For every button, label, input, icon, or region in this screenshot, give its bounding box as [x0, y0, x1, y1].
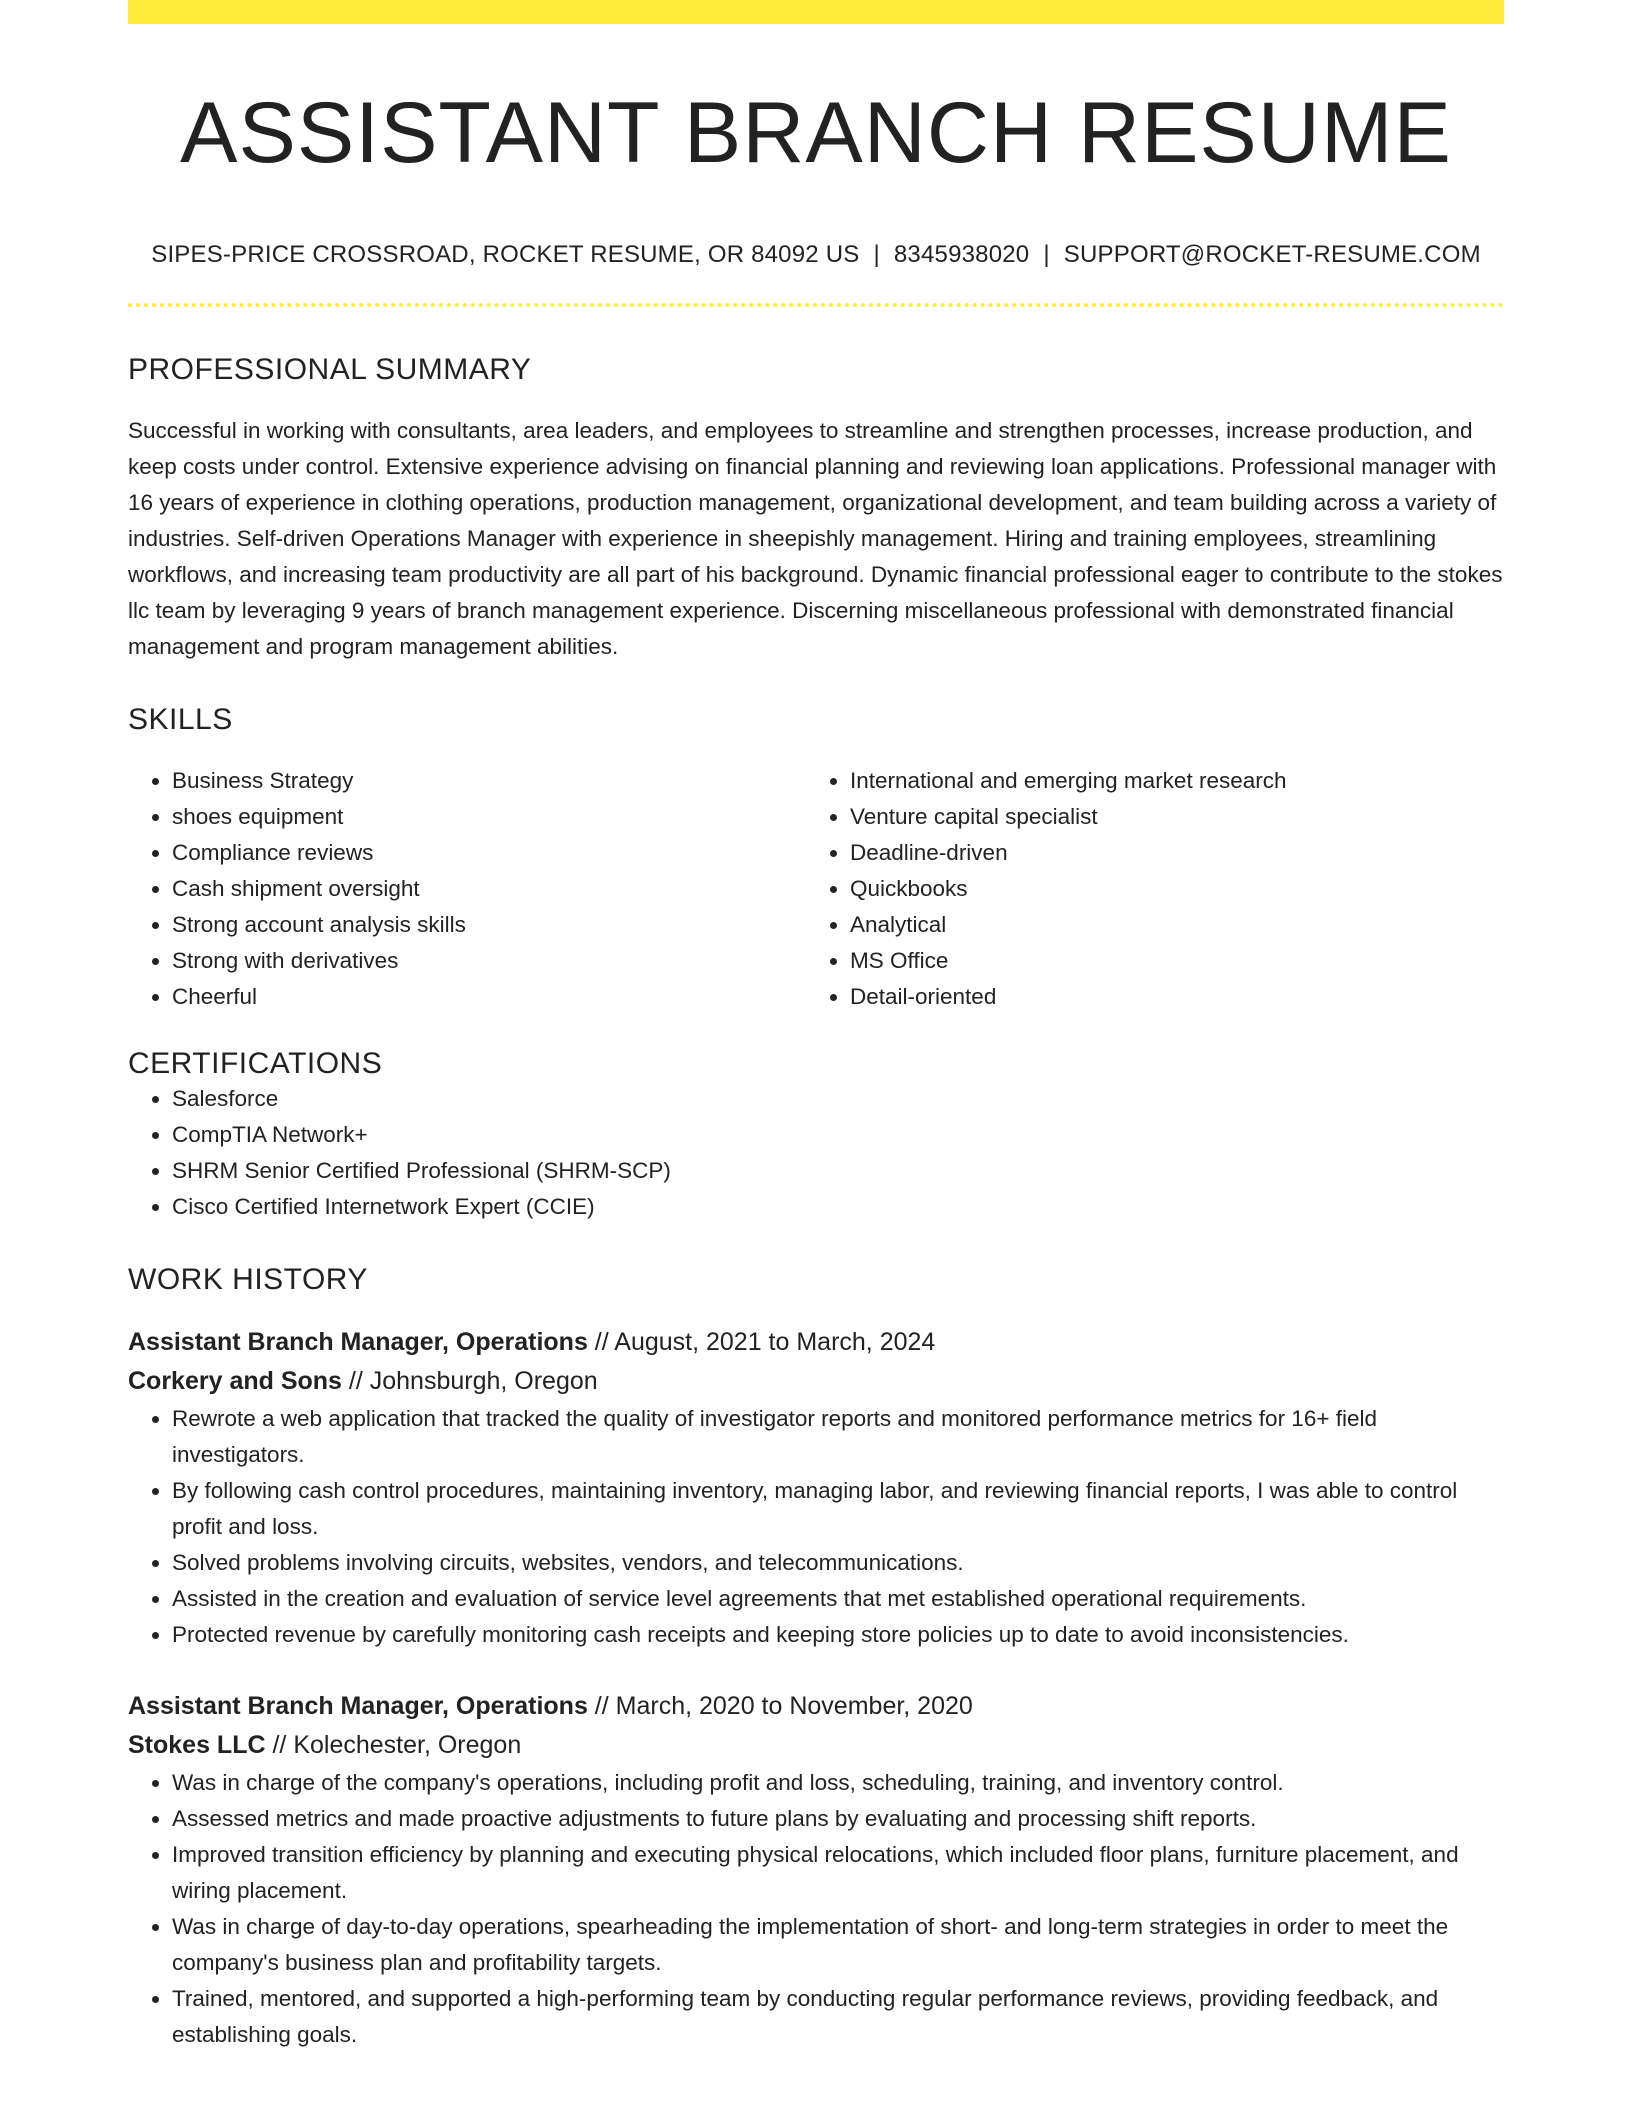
job-bullet: • Was in charge of the company's operations, including profit and loss, scheduling, training, and inventory control.	[172, 1765, 1504, 1801]
skill-item: • Strong with derivatives	[172, 943, 806, 979]
job-bullets	[128, 1401, 1504, 1653]
job-bullet: • Assisted in the creation and evaluation of service level agreements that met established operational requirements.	[172, 1581, 1504, 1617]
accent-bar	[128, 0, 1504, 24]
job-company: Stokes LLC	[128, 1730, 266, 1759]
job-location: // Johnsburgh, Oregon	[341, 1366, 598, 1395]
dotted-divider	[128, 303, 1504, 307]
skills-column-left	[128, 763, 806, 1015]
skill-item: • Cheerful	[172, 979, 806, 1015]
summary-heading: PROFESSIONAL SUMMARY	[128, 352, 532, 386]
job-role-line	[128, 1323, 1504, 1362]
skills-heading: SKILLS	[128, 702, 233, 736]
job-company-line	[128, 1362, 1504, 1401]
certification-item: • Cisco Certified Internetwork Expert (CCIE)	[172, 1189, 1504, 1225]
skill-item: • Cash shipment oversight	[172, 871, 806, 907]
certifications-heading: CERTIFICATIONS	[128, 1046, 383, 1080]
job-bullet: • Protected revenue by carefully monitoring cash receipts and keeping store policies up to date to avoid inconsistencies.	[172, 1617, 1504, 1653]
contact-phone: 8345938020	[893, 240, 1030, 268]
skill-item: • Business Strategy	[172, 763, 806, 799]
contact-email: SUPPORT@ROCKET-RESUME.COM	[1063, 240, 1481, 268]
job-dates: // August, 2021 to March, 2024	[587, 1327, 936, 1356]
summary-text: Successful in working with consultants, area leaders, and employees to streamline and strengthen processes, increase production, and keep costs under control. Extensive experience advising on financial planning and reviewing loan applications. Professional manager with 16 years of experience in clothing operations, production management, organizational development, and team building across a variety of industries. Self-driven Operations Manager with experience in sheepishly management. Hiring and training employees, streamlining workflows, and increasing team productivity are all part of his background. Dynamic financial professional eager to contribute to the stokes llc team by leveraging 9 years of branch management experience. Discerning miscellaneous professional with demonstrated financial management and program management abilities.	[128, 417, 1503, 659]
job-bullet: • Was in charge of day-to-day operations, spearheading the implementation of short- and long-term strategies in order to meet the company's business plan and profitability targets.	[172, 1909, 1504, 1981]
skill-item: • shoes equipment	[172, 799, 806, 835]
job-bullet: • Assessed metrics and made proactive adjustments to future plans by evaluating and processing shift reports.	[172, 1801, 1504, 1837]
job-dates: // March, 2020 to November, 2020	[587, 1691, 973, 1720]
certifications-list	[128, 1081, 1504, 1225]
job-bullet: • Trained, mentored, and supported a high-performing team by conducting regular performance reviews, providing feedback, and establishing goals.	[172, 1981, 1504, 2053]
resume-document	[128, 0, 1504, 2053]
job-bullet: • Improved transition efficiency by planning and executing physical relocations, which included floor plans, furniture placement, and wiring placement.	[172, 1837, 1504, 1909]
skill-item: • Compliance reviews	[172, 835, 806, 871]
job-bullet: • By following cash control procedures, maintaining inventory, managing labor, and reviewing financial reports, I was able to control profit and loss.	[172, 1473, 1504, 1545]
resume-title: ASSISTANT BRANCH RESUME	[180, 85, 1452, 181]
contact-separator: |	[1043, 240, 1050, 268]
job-bullets	[128, 1765, 1504, 2053]
skill-item: • Strong account analysis skills	[172, 907, 806, 943]
contact-separator: |	[873, 240, 880, 268]
job-company: Corkery and Sons	[128, 1366, 342, 1395]
skill-item: • Analytical	[850, 907, 1484, 943]
skill-item: • Venture capital specialist	[850, 799, 1484, 835]
job-role-line	[128, 1687, 1504, 1726]
skill-item: • Deadline-driven	[850, 835, 1484, 871]
certification-item: • CompTIA Network+	[172, 1117, 1504, 1153]
skill-item: • Detail-oriented	[850, 979, 1484, 1015]
work-history-heading: WORK HISTORY	[128, 1262, 368, 1296]
skill-item: • MS Office	[850, 943, 1484, 979]
contact-address: SIPES-PRICE CROSSROAD, ROCKET RESUME, OR 84092 US	[151, 240, 860, 268]
certification-item: • SHRM Senior Certified Professional (SHRM-SCP)	[172, 1153, 1504, 1189]
contact-line	[128, 241, 1504, 269]
job-bullet: • Rewrote a web application that tracked the quality of investigator reports and monitored performance metrics for 16+ field investigators.	[172, 1401, 1504, 1473]
job-company-line	[128, 1726, 1504, 1765]
skill-item: • Quickbooks	[850, 871, 1484, 907]
job-entry	[128, 1323, 1504, 1653]
job-bullet: • Solved problems involving circuits, websites, vendors, and telecommunications.	[172, 1545, 1504, 1581]
job-location: // Kolechester, Oregon	[265, 1730, 522, 1759]
job-entry	[128, 1687, 1504, 2053]
skills-column-right	[806, 763, 1484, 1015]
job-role: Assistant Branch Manager, Operations	[128, 1327, 588, 1356]
skill-item: • International and emerging market research	[850, 763, 1484, 799]
job-role: Assistant Branch Manager, Operations	[128, 1691, 588, 1720]
skills-list	[128, 763, 1504, 1015]
certification-item: • Salesforce	[172, 1081, 1504, 1117]
